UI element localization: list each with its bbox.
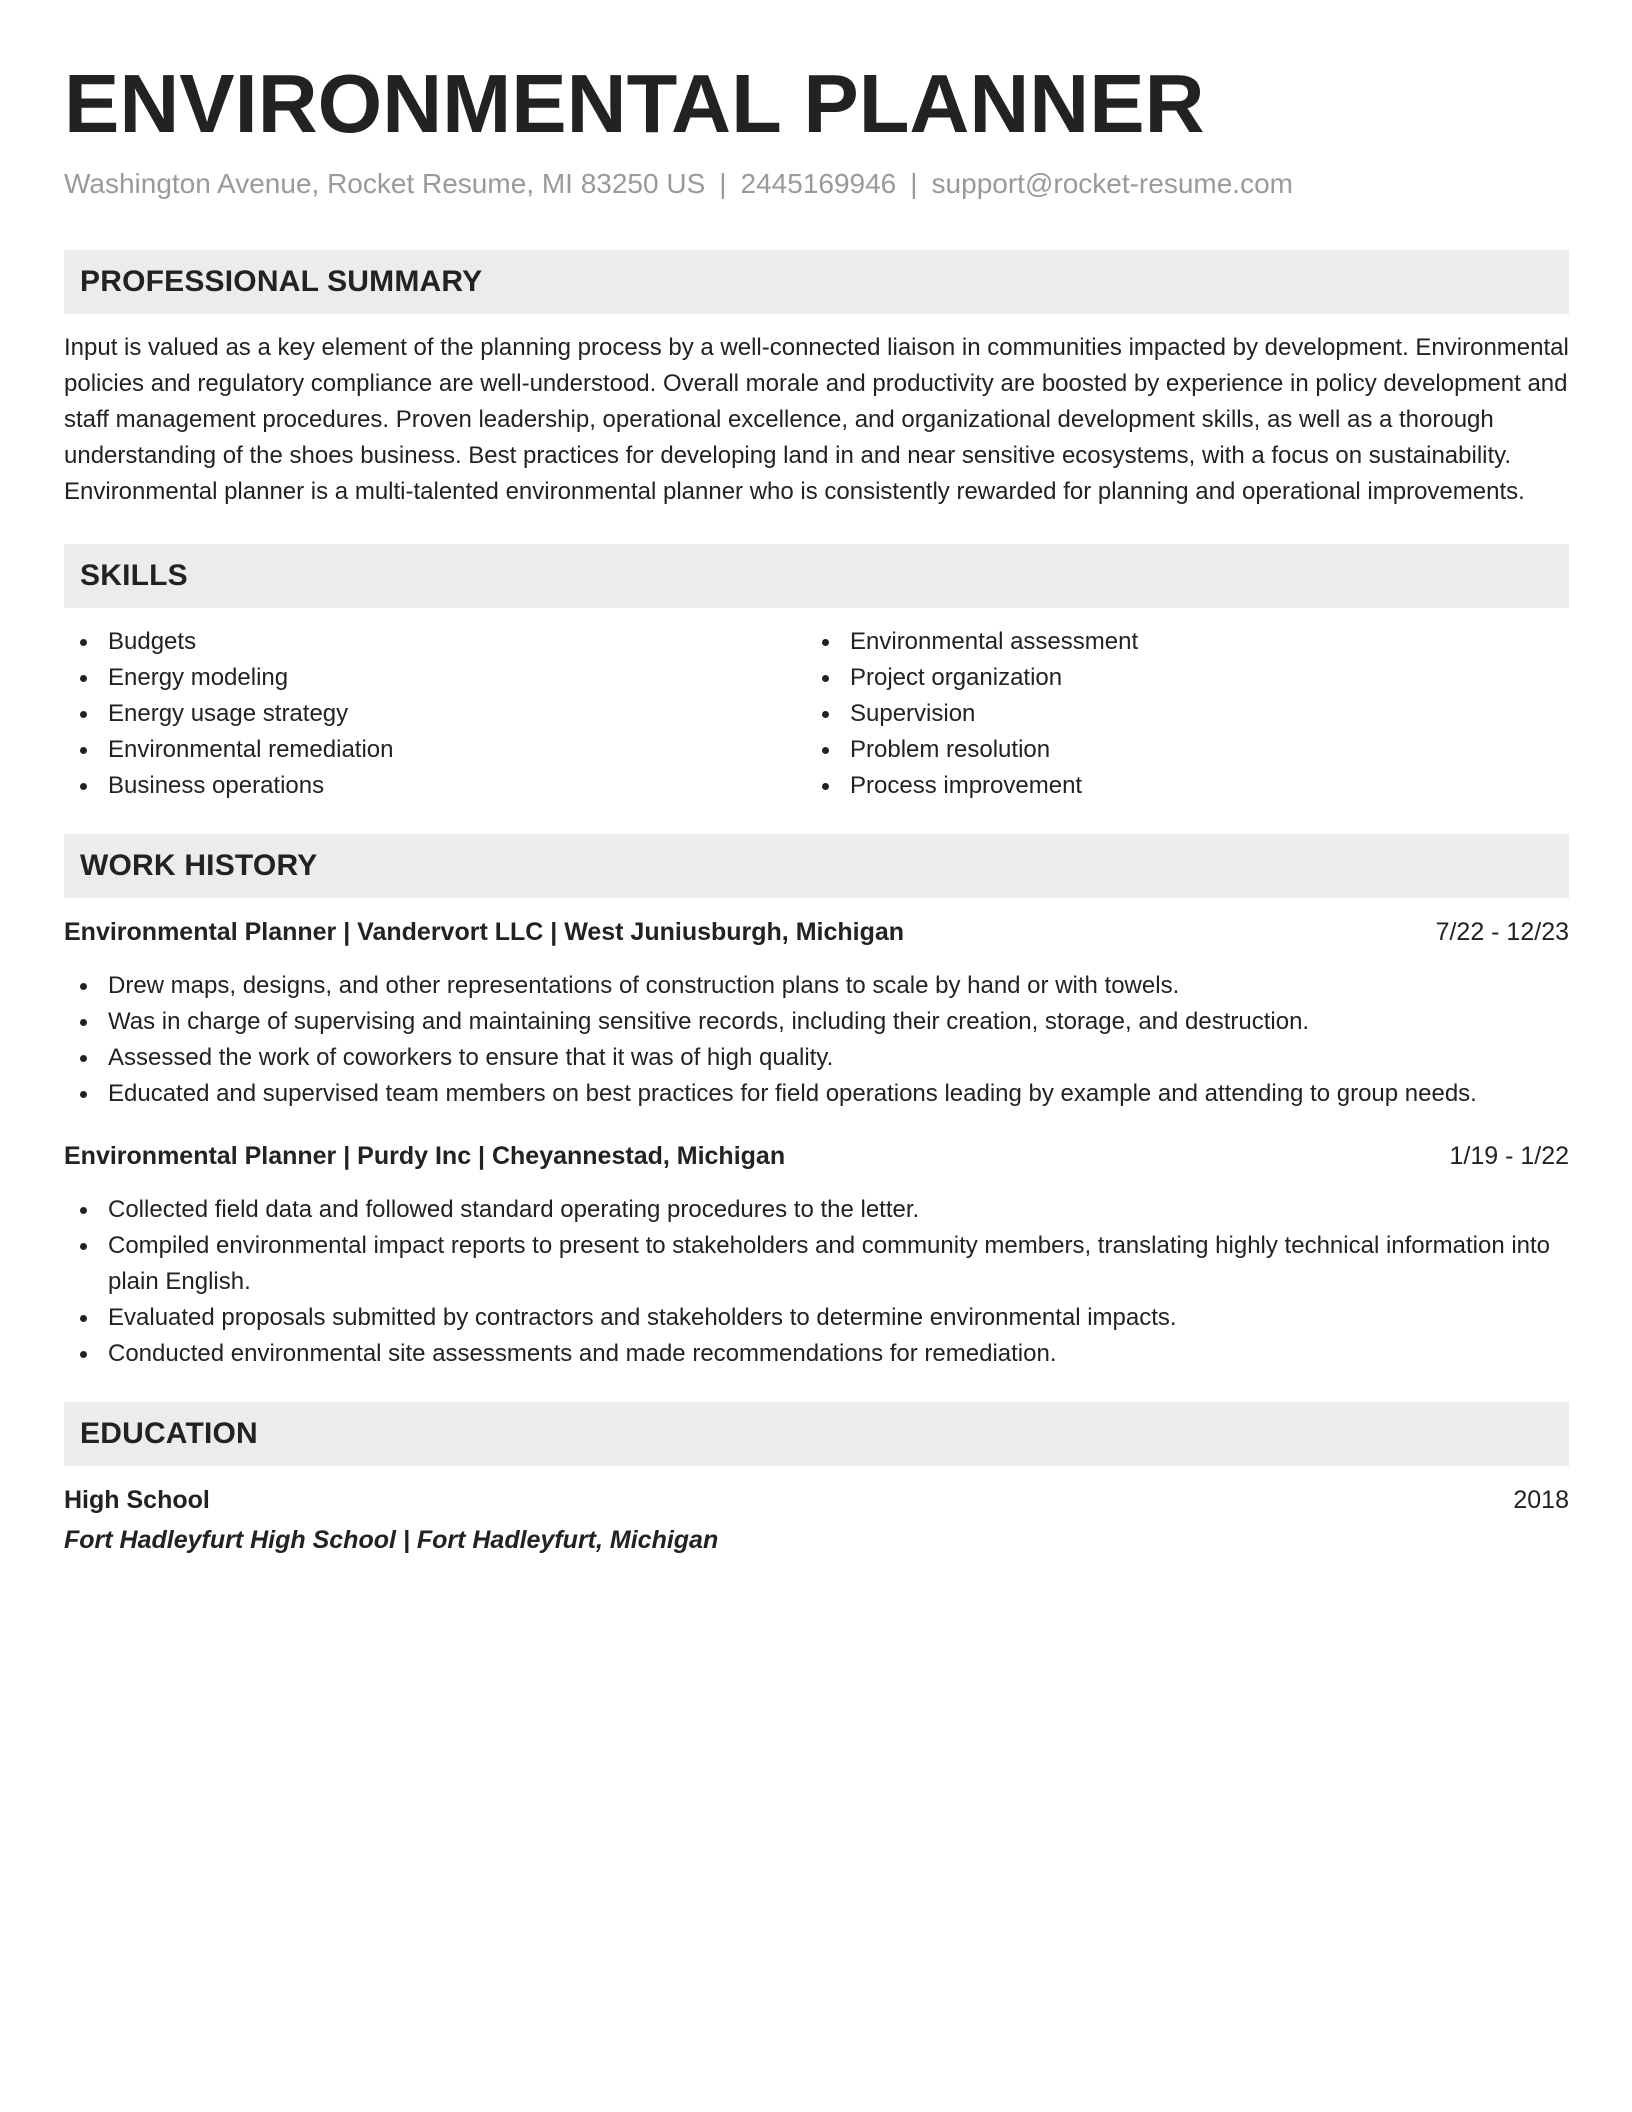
- contact-phone: 2445169946: [740, 168, 897, 199]
- job-header: [64, 1138, 1569, 1174]
- job-entry: [64, 1138, 1569, 1372]
- job-bullet: Educated and supervised team members on best practices for field operations leading by example and attending to group needs.: [64, 1076, 1569, 1112]
- contact-separator: |: [910, 168, 918, 199]
- job-bullets: [64, 1192, 1569, 1372]
- job-title: Environmental Planner | Purdy Inc | Cheyannestad, Michigan: [64, 1142, 786, 1170]
- job-entry: [64, 914, 1569, 1112]
- education-year: 2018: [1513, 1486, 1569, 1514]
- work-history-heading: WORK HISTORY: [64, 834, 1569, 898]
- skills-heading: SKILLS: [64, 544, 1569, 608]
- skill-item: Energy modeling: [64, 660, 806, 696]
- job-dates: 7/22 - 12/23: [1435, 918, 1569, 946]
- job-bullet: Was in charge of supervising and maintaining sensitive records, including their creation, storage, and destruction.: [64, 1004, 1569, 1040]
- skill-item: Environmental assessment: [806, 624, 1548, 660]
- education-heading: EDUCATION: [64, 1402, 1569, 1466]
- skill-item: Process improvement: [806, 768, 1548, 804]
- contact-address: Washington Avenue, Rocket Resume, MI 83250 US: [64, 168, 706, 199]
- job-title: Environmental Planner | Vandervort LLC | West Juniusburgh, Michigan: [64, 918, 905, 946]
- education-degree: High School: [64, 1486, 210, 1514]
- job-bullet: Drew maps, designs, and other representations of construction plans to scale by hand or with towels.: [64, 968, 1569, 1004]
- job-bullets: [64, 968, 1569, 1112]
- job-bullet: Conducted environmental site assessments and made recommendations for remediation.: [64, 1336, 1569, 1372]
- skills-column-left: [64, 624, 806, 804]
- skill-item: Environmental remediation: [64, 732, 806, 768]
- education-header: [64, 1482, 1569, 1518]
- job-header: [64, 914, 1569, 950]
- job-bullet: Evaluated proposals submitted by contractors and stakeholders to determine environmental impacts.: [64, 1300, 1569, 1336]
- job-bullet: Collected field data and followed standard operating procedures to the letter.: [64, 1192, 1569, 1228]
- contact-separator: |: [719, 168, 727, 199]
- skill-item: Supervision: [806, 696, 1548, 732]
- skill-item: Budgets: [64, 624, 806, 660]
- skills-list: [64, 624, 1569, 804]
- summary-text: Input is valued as a key element of the planning process by a well-connected liaison in communities impacted by development. Environmental policies and regulatory compliance are well-understood. Overall morale and productivity are boosted by experience in policy development and staff management procedures. Proven leadership, operational excellence, and organizational development skills, as well as a thorough understanding of the shoes business. Best practices for developing land in and near sensitive ecosystems, with a focus on sustainability. Environmental planner is a multi-talented environmental planner who is consistently rewarded for planning and operational improvements.: [64, 334, 1569, 505]
- skill-item: Project organization: [806, 660, 1548, 696]
- contact-line: [64, 166, 1569, 202]
- skills-column-right: [806, 624, 1548, 804]
- job-bullet: Compiled environmental impact reports to present to stakeholders and community members, translating highly technical information into plain English.: [64, 1228, 1569, 1300]
- job-bullet: Assessed the work of coworkers to ensure that it was of high quality.: [64, 1040, 1569, 1076]
- skill-item: Energy usage strategy: [64, 696, 806, 732]
- skill-item: Business operations: [64, 768, 806, 804]
- summary-heading: PROFESSIONAL SUMMARY: [64, 250, 1569, 314]
- resume-title: ENVIRONMENTAL PLANNER: [64, 57, 1205, 150]
- skill-item: Problem resolution: [806, 732, 1548, 768]
- job-dates: 1/19 - 1/22: [1449, 1142, 1569, 1170]
- education-school: Fort Hadleyfurt High School | Fort Hadleyfurt, Michigan: [64, 1526, 719, 1554]
- contact-email: support@rocket-resume.com: [931, 168, 1293, 199]
